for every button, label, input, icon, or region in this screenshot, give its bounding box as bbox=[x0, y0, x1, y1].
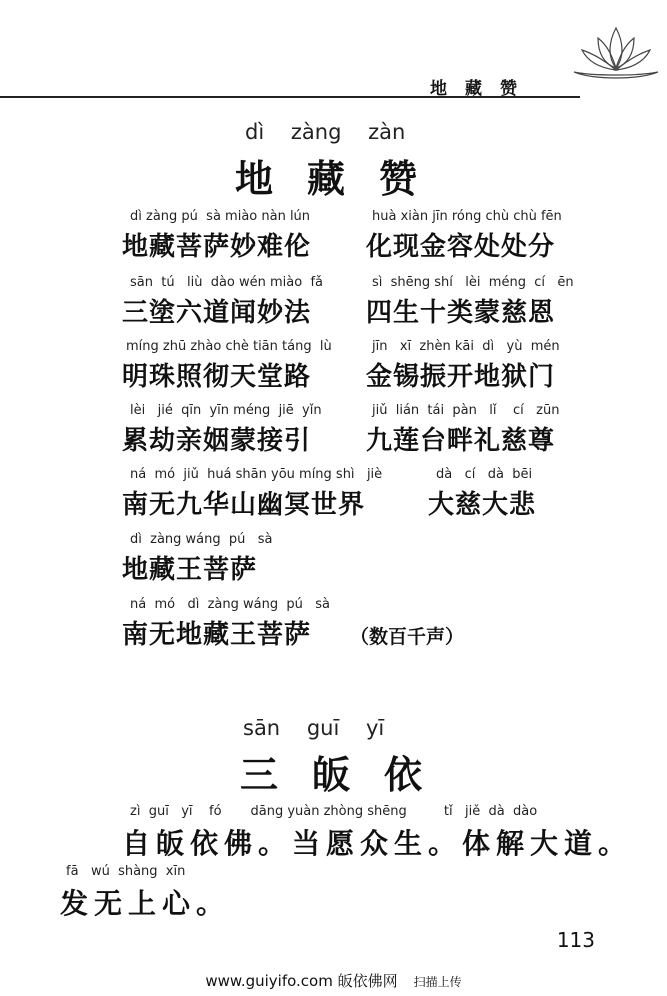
verse3-left-text: 明珠照彻天堂路 bbox=[122, 362, 312, 392]
refuge-line1-text: 自皈依佛。当愿众生。体解大道。 bbox=[122, 827, 633, 860]
wang-line-pinyin: dì zàng wáng pú sà bbox=[130, 532, 273, 547]
refuge-line2-text: 发无上心。 bbox=[60, 887, 231, 920]
watermark-site: www.guiyifo.com 皈依佛网 bbox=[205, 972, 398, 990]
verse3-left-pinyin: míng zhū zhào chè tiān táng lù bbox=[126, 339, 332, 354]
verse4-left-pinyin: lèi jié qīn yīn méng jiē yǐn bbox=[130, 403, 322, 418]
verse1-right-text: 化现金容处处分 bbox=[366, 232, 556, 262]
long-line-right-pinyin: dà cí dà bēi bbox=[436, 467, 533, 482]
title2-text: 三皈依 bbox=[240, 753, 457, 797]
title2-pinyin: sān guī yī bbox=[243, 716, 385, 740]
namo-line-pinyin: ná mó dì zàng wáng pú sà bbox=[130, 597, 331, 612]
title1-pinyin: dì zàng zàn bbox=[245, 120, 406, 144]
verse2-right-text: 四生十类蒙慈恩 bbox=[366, 298, 556, 328]
running-header-title: 地藏赞 bbox=[430, 79, 535, 99]
verse1-left-pinyin: dì zàng pú sà miào nàn lún bbox=[130, 209, 311, 224]
verse2-left-text: 三塗六道闻妙法 bbox=[122, 298, 312, 328]
verse4-right-text: 九莲台畔礼慈尊 bbox=[366, 426, 556, 456]
title1-text: 地藏赞 bbox=[235, 157, 452, 201]
verse1-right-pinyin: huà xiàn jīn róng chù chù fēn bbox=[372, 209, 562, 224]
verse2-right-pinyin: sì shēng shí lèi méng cí ēn bbox=[372, 275, 574, 290]
verse1-left-text: 地藏菩萨妙难伦 bbox=[122, 232, 312, 262]
verse2-left-pinyin: sān tú liù dào wén miào fǎ bbox=[130, 275, 324, 290]
refuge-line1-pinyin: zì guī yī fó dāng yuàn zhòng shēng tǐ jiě dà dào bbox=[130, 804, 538, 819]
verse3-right-text: 金锡振开地狱门 bbox=[366, 362, 556, 392]
header-rule bbox=[0, 96, 580, 98]
long-line-pinyin: ná mó jiǔ huá shān yōu míng shì jiè bbox=[130, 467, 383, 482]
repeat-note: （数百千声） bbox=[350, 626, 465, 648]
long-line-right-text: 大慈大悲 bbox=[428, 490, 537, 520]
long-line-text: 南无九华山幽冥世界 bbox=[122, 490, 366, 520]
verse4-left-text: 累劫亲姻蒙接引 bbox=[122, 426, 312, 456]
watermark-tag: 扫描上传 bbox=[413, 975, 462, 989]
namo-line-text: 南无地藏王菩萨 bbox=[122, 620, 312, 650]
refuge-line2-pinyin: fā wú shàng xīn bbox=[66, 864, 186, 879]
page-number: 113 bbox=[556, 928, 595, 952]
lotus-icon bbox=[568, 18, 664, 88]
verse4-right-pinyin: jiǔ lián tái pàn lǐ cí zūn bbox=[372, 403, 560, 418]
wang-line-text: 地藏王菩萨 bbox=[122, 555, 258, 585]
watermark bbox=[0, 970, 667, 991]
verse3-right-pinyin: jīn xī zhèn kāi dì yù mén bbox=[372, 339, 560, 354]
